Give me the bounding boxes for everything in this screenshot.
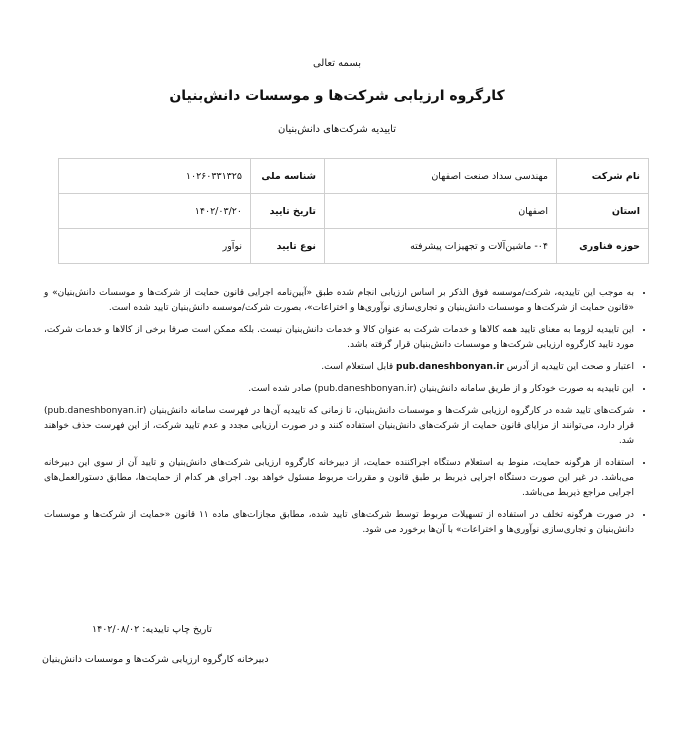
approval-date-value: ۱۴۰۲/۰۳/۲۰ [59,194,251,229]
notes-list [44,286,648,545]
list-item: • در صورت هرگونه تخلف در استفاده از تسهیلات مربوط توسط شرکت‌های تایید شده، مطابق مجازات‌های ماده ۱۱ قانون «حمایت از شرکت‌ها و موسسات دانش‌بنیان و تجاری‌سازی نوآوری‌ها و اختراعات» با آن‌ها برخورد می شود. [44,508,634,538]
company-name-label: نام شرکت [557,159,649,194]
list-item [44,404,634,449]
system-link[interactable]: (pub.daneshbonyan.ir) [314,384,417,394]
note-text: قابل استعلام است. [321,362,394,372]
tech-field-label: حوزه فناوری [557,229,649,264]
list-item: • استفاده از هرگونه حمایت، منوط به استعلام دستگاه اجراکننده حمایت، از دبیرخانه کارگروه ارزیابی شرکت‌های دانش‌بنیان و تایید آن از سوی این دبیرخانه می‌باشد. در غیر این صورت دستگاه اجرایی ذیربط بر طبق قانون و مقررات مربوط مسئول خواهد بود. اجرای هر کدام از حمایت‌ها، مطابق دستورالعمل‌های اجرایی مراجع ذیربط می‌باشد. [44,456,634,501]
verification-link[interactable]: pub.daneshbonyan.ir [396,362,504,372]
list-item [44,360,634,375]
page-subtitle: تاییدیه شرکت‌های دانش‌بنیان [278,124,396,135]
province-label: استان [557,194,649,229]
note-text: صادر شده است. [248,384,312,394]
province-value: اصفهان [325,194,557,229]
note-text: شرکت‌های تایید شده در کارگروه ارزیابی شرکت‌ها و موسسات دانش‌بنیان، تا زمانی که تاییدیه آن‌ها در فهرست سامانه دانش‌بنیان [149,406,634,416]
national-id-value: ۱۰۲۶۰۳۳۱۳۲۵ [59,159,251,194]
approval-date-label: تاریخ تایید [251,194,325,229]
page-title: کارگروه ارزیابی شرکت‌ها و موسسات دانش‌بنیان [169,88,505,104]
tech-field-value: ۰۴- ماشین‌آلات و تجهیزات پیشرفته [325,229,557,264]
invocation-text: بسمه تعالی [312,58,362,69]
list-item: • به موجب این تاییدیه، شرکت/موسسه فوق الذکر بر اساس ارزیابی انجام شده طبق «آیین‌نامه اجرایی قانون حمایت از شرکت‌ها و موسسات دانش‌بنیان» و «قانون حمایت از شرکت‌ها و موسسات دانش‌بنیان و تجاری‌سازی نوآوری‌ها و اختراعات»، بصورت شرکت/موسسه دانش‌بنیان تایید شده است. [44,286,634,316]
system-link[interactable]: (pub.daneshbonyan.ir) [44,406,147,416]
company-info-table [58,158,649,264]
note-text: اعتبار و صحت این تاییدیه از آدرس [506,362,634,372]
national-id-label: شناسه ملی [251,159,325,194]
approval-type-value: نوآور [59,229,251,264]
table-row [59,159,649,194]
note-text: قرار دارد، می‌توانند از مزایای قانون حمایت از شرکت‌های دانش‌بنیان استفاده کنند و در صورت ارزیابی مجدد و عدم تایید شرکت، از این فهرست حذف خواهند شد. [44,421,634,446]
list-item: • این تاییدیه لزوما به معنای تایید همه کالاها و خدمات شرکت به عنوان کالا و خدمات دانش‌بنیان نیست. بلکه ممکن است صرفا برخی از کالاها و خدمات شرکت، مورد تایید کارگروه ارزیابی شرکت‌ها و موسسات دانش‌بنیان قرار گرفته باشد. [44,323,634,353]
note-text: این تاییدیه به صورت خودکار و از طریق سامانه دانش‌بنیان [419,384,634,394]
approval-type-label: نوع تایید [251,229,325,264]
print-date: تاریخ چاپ تاییدیه: ۱۴۰۲/۰۸/۰۲ [92,624,212,635]
table-row [59,229,649,264]
table-row [59,194,649,229]
list-item [44,382,634,397]
company-name-value: مهندسی سداد صنعت اصفهان [325,159,557,194]
secretariat-signature: دبیرخانه کارگروه ارزیابی شرکت‌ها و موسسات دانش‌بنیان [42,654,269,665]
